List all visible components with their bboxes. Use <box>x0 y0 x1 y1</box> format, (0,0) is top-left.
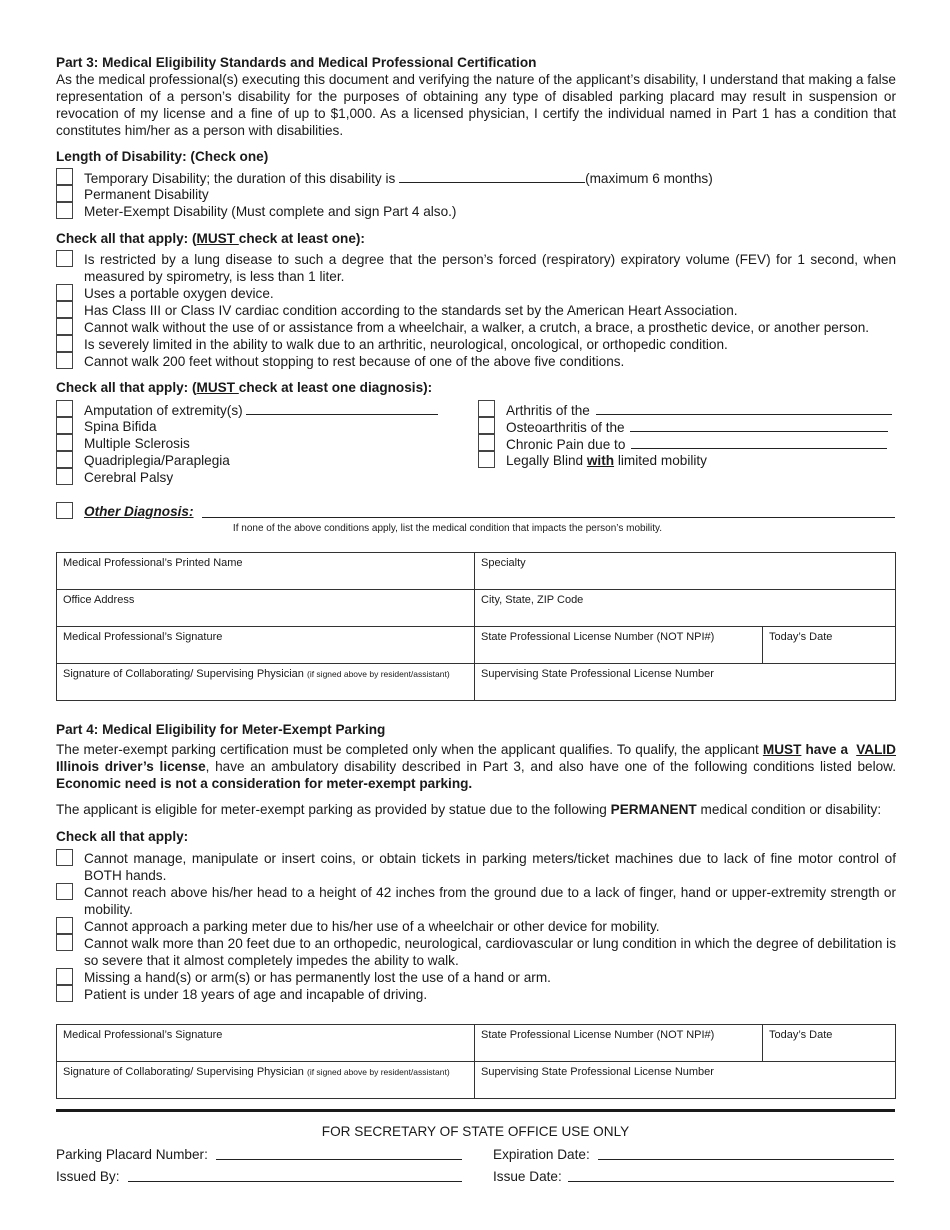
other-diagnosis-checkbox[interactable] <box>56 502 73 519</box>
part3-title: Part 3: Medical Eligibility Standards and Medical Professional Certification <box>56 55 537 70</box>
diagnosis-checkbox-cerebral-palsy[interactable] <box>56 468 73 485</box>
part4-certification-table <box>56 1024 896 1099</box>
license-emphasis: Illinois driver’s license <box>56 759 206 774</box>
p2-text: The applicant is eligible for meter-exempt parking as provided by statue due to the following <box>56 802 611 817</box>
amputation-field[interactable] <box>246 401 438 415</box>
license-number-field[interactable]: State Professional License Number (NOT NPI#) <box>475 627 763 664</box>
collab-sig-label: Signature of Collaborating/ Supervising Physician <box>63 668 304 680</box>
length-heading: Length of Disability: (Check one) <box>56 149 269 164</box>
heading-part: check at least one): <box>238 231 365 246</box>
diagnosis-label-ms: Multiple Sclerosis <box>84 436 190 451</box>
diagnosis-label-amputation <box>84 401 438 419</box>
signature-field[interactable]: Medical Professional’s Signature <box>57 627 475 664</box>
collab-sig-label: Signature of Collaborating/ Supervising Physician <box>63 1066 304 1078</box>
meter-condition-checkbox-2[interactable] <box>56 883 73 900</box>
condition-checkbox-4[interactable] <box>56 318 73 335</box>
condition-label-6: Cannot walk 200 feet without stopping to rest because of one of the above five conditions. <box>84 354 625 369</box>
diagnosis-label-cerebral-palsy: Cerebral Palsy <box>84 470 174 485</box>
other-diagnosis-label: Other Diagnosis: <box>84 504 194 519</box>
issued-by-label: Issued By: <box>56 1169 120 1184</box>
other-diagnosis-field[interactable] <box>202 503 895 518</box>
diagnosis-checkbox-osteoarthritis[interactable] <box>478 417 495 434</box>
meter-condition-label-4: Cannot walk more than 20 feet due to an orthopedic, neurological, cardiovascular or lung condition in which the degree of debilitation is so severe that it almost completely impedes the ability to walk. <box>84 936 896 968</box>
expiration-date-field[interactable] <box>598 1145 894 1160</box>
diagnosis-label-arthritis <box>506 401 892 419</box>
p1-text: The meter-exempt parking certification must be completed only when the applicant qualifies. To qualify, the applicant <box>56 742 763 757</box>
condition-label-3: Has Class III or Class IV cardiac condition according to the standards set by the American Heart Association. <box>84 303 738 318</box>
office-divider <box>56 1109 895 1112</box>
meter-condition-label-3: Cannot approach a parking meter due to his/her use of a wheelchair or other device for mobility. <box>84 919 660 934</box>
diagnosis-label-spina-bifida: Spina Bifida <box>84 419 157 434</box>
collab-sig-note: (if signed above by resident/assistant) <box>306 1067 450 1077</box>
condition-checkbox-6[interactable] <box>56 352 73 369</box>
permanent-disability-checkbox[interactable] <box>56 185 73 202</box>
expiration-date-label: Expiration Date: <box>493 1147 590 1162</box>
p2-text-b: medical condition or disability: <box>696 802 882 817</box>
diagnosis-checkbox-ms[interactable] <box>56 434 73 451</box>
office-address-field[interactable]: Office Address <box>57 590 475 627</box>
diagnosis-label-legally-blind <box>506 452 707 469</box>
permanent-disability-label: Permanent Disability <box>84 187 209 202</box>
temporary-prefix: Temporary Disability; the duration of this disability is <box>84 171 396 186</box>
issued-by-field[interactable] <box>128 1167 462 1182</box>
diagnosis-label-chronic-pain <box>506 435 887 453</box>
part3-intro: As the medical professional(s) executing this document and verifying the nature of the applicant’s disability, I understand that making a false representation of a person’s disability for the purposes of obtaining any type of disabled parking placard may result in suspension or revocation of my license and a fine of up to $1,000. As a licensed physician, I certify the individual named in Part 1 has a condition that constitutes him/her as a person with disabilities. <box>56 72 896 138</box>
economic-need-note: Economic need is not a consideration for meter-exempt parking. <box>56 776 473 791</box>
part4-paragraph-1 <box>56 741 896 792</box>
part4-paragraph-2 <box>56 801 896 818</box>
meter-condition-checkbox-4[interactable] <box>56 934 73 951</box>
todays-date-field[interactable]: Today’s Date <box>763 627 896 664</box>
part4-collaborating-signature-field[interactable] <box>57 1062 475 1099</box>
part4-title: Part 4: Medical Eligibility for Meter-Exempt Parking <box>56 722 386 737</box>
part4-check-heading: Check all that apply: <box>56 829 189 844</box>
other-diagnosis-note: If none of the above conditions apply, list the medical condition that impacts the person’s mobility. <box>232 523 663 534</box>
condition-label-5: Is severely limited in the ability to walk due to an arthritic, neurological, oncological, or orthopedic condition. <box>84 337 728 352</box>
part4-todays-date-field[interactable]: Today’s Date <box>763 1025 896 1062</box>
collab-sig-note: (if signed above by resident/assistant) <box>306 669 450 679</box>
part4-supervising-license-field[interactable]: Supervising State Professional License Number <box>475 1062 896 1099</box>
heading-part: check at least one diagnosis): <box>238 380 433 395</box>
condition-checkbox-5[interactable] <box>56 335 73 352</box>
temporary-duration-field[interactable] <box>399 169 585 183</box>
have-emphasis: have a <box>801 742 853 757</box>
chronic-pain-field[interactable] <box>631 435 887 449</box>
placard-number-field[interactable] <box>216 1145 462 1160</box>
condition-checkbox-2[interactable] <box>56 284 73 301</box>
collaborating-signature-field[interactable] <box>57 664 475 701</box>
legally-blind-text-end: limited mobility <box>614 453 707 468</box>
arthritis-field[interactable] <box>596 401 892 415</box>
temporary-disability-checkbox[interactable] <box>56 168 73 185</box>
must-emphasis: MUST <box>196 380 239 395</box>
part4-license-number-field[interactable]: State Professional License Number (NOT NPI#) <box>475 1025 763 1062</box>
placard-number-label: Parking Placard Number: <box>56 1147 208 1162</box>
conditions-heading <box>56 230 365 247</box>
part3-certification-table <box>56 552 896 701</box>
city-state-zip-field[interactable]: City, State, ZIP Code <box>475 590 896 627</box>
temporary-disability-label <box>84 169 896 187</box>
meter-condition-label-1: Cannot manage, manipulate or insert coins, or obtain tickets in parking meters/ticket machines due to lack of fine motor control of BOTH hands. <box>84 851 896 883</box>
printed-name-field[interactable]: Medical Professional’s Printed Name <box>57 553 475 590</box>
meter-condition-label-5: Missing a hand(s) or arm(s) or has permanently lost the use of a hand or arm. <box>84 970 551 985</box>
with-emphasis: with <box>586 453 615 468</box>
supervising-license-field[interactable]: Supervising State Professional License Number <box>475 664 896 701</box>
must-emphasis: MUST <box>762 742 802 757</box>
osteoarthritis-field[interactable] <box>630 418 888 432</box>
issue-date-label: Issue Date: <box>493 1169 562 1184</box>
diagnosis-heading <box>56 379 432 396</box>
condition-checkbox-3[interactable] <box>56 301 73 318</box>
temporary-suffix: (maximum 6 months) <box>585 171 713 186</box>
meter-condition-checkbox-6[interactable] <box>56 985 73 1002</box>
meter-condition-checkbox-1[interactable] <box>56 849 73 866</box>
part4-signature-field[interactable]: Medical Professional’s Signature <box>57 1025 475 1062</box>
p1-text-b: , have an ambulatory disability described in Part 3, and also have one of the following conditions listed below. <box>205 759 896 774</box>
diagnosis-checkbox-legally-blind[interactable] <box>478 451 495 468</box>
heading-part: Check all that apply: ( <box>56 231 197 246</box>
arthritis-text: Arthritis of the <box>506 403 590 418</box>
condition-label-2: Uses a portable oxygen device. <box>84 286 274 301</box>
valid-emphasis: VALID <box>856 742 896 757</box>
office-use-title: FOR SECRETARY OF STATE OFFICE USE ONLY <box>321 1124 630 1139</box>
heading-part: Check all that apply: ( <box>56 380 197 395</box>
amputation-text: Amputation of extremity(s) <box>84 403 243 418</box>
diagnosis-checkbox-spina-bifida[interactable] <box>56 417 73 434</box>
diagnosis-checkbox-amputation[interactable] <box>56 400 73 417</box>
diagnosis-checkbox-chronic-pain[interactable] <box>478 434 495 451</box>
diagnosis-label-quadriplegia: Quadriplegia/Paraplegia <box>84 453 230 468</box>
issue-date-field[interactable] <box>568 1167 894 1182</box>
meter-condition-label-6: Patient is under 18 years of age and incapable of driving. <box>84 987 428 1002</box>
condition-checkbox-1[interactable] <box>56 250 73 267</box>
condition-label-1: Is restricted by a lung disease to such a degree that the person’s forced (respiratory) expiratory volume (FEV) for 1 second, when measured by spirometry, is less than 1 liter. <box>84 252 896 284</box>
condition-label-4: Cannot walk without the use of or assistance from a wheelchair, a walker, a crutch, a brace, a prosthetic device, or another person. <box>84 320 870 335</box>
diagnosis-checkbox-quadriplegia[interactable] <box>56 451 73 468</box>
chronic-pain-text: Chronic Pain due to <box>506 437 626 452</box>
specialty-field[interactable]: Specialty <box>475 553 896 590</box>
legally-blind-text: Legally Blind <box>506 453 587 468</box>
meter-exempt-label: Meter-Exempt Disability (Must complete and sign Part 4 also.) <box>84 204 457 219</box>
diagnosis-checkbox-arthritis[interactable] <box>478 400 495 417</box>
permanent-emphasis: PERMANENT <box>610 802 697 817</box>
meter-exempt-checkbox[interactable] <box>56 202 73 219</box>
diagnosis-label-osteoarthritis <box>506 418 888 436</box>
meter-condition-label-2: Cannot reach above his/her head to a height of 42 inches from the ground due to a lack of finger, hand or upper-extremity strength or mobility. <box>84 885 896 917</box>
must-emphasis: MUST <box>196 231 239 246</box>
osteoarthritis-text: Osteoarthritis of the <box>506 420 625 435</box>
meter-condition-checkbox-3[interactable] <box>56 917 73 934</box>
meter-condition-checkbox-5[interactable] <box>56 968 73 985</box>
